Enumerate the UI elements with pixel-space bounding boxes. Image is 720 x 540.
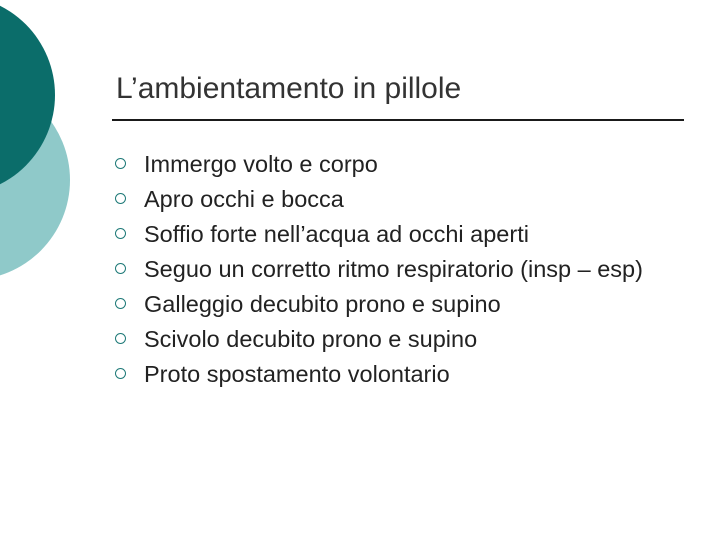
list-item <box>112 358 692 390</box>
list-item <box>112 183 692 215</box>
hollow-circle-icon <box>115 193 126 204</box>
bullet-text: Scivolo decubito prono e supino <box>144 326 478 352</box>
list-item <box>112 288 692 320</box>
hollow-circle-icon <box>115 158 126 169</box>
hollow-circle-icon <box>115 263 126 274</box>
hollow-circle-icon <box>115 333 126 344</box>
hollow-circle-icon <box>115 298 126 309</box>
list-item <box>112 323 692 355</box>
bullet-text: Seguo un corretto ritmo respiratorio (insp – esp) <box>144 256 643 282</box>
list-item <box>112 253 692 285</box>
bullet-text: Immergo volto e corpo <box>144 151 378 177</box>
list-item <box>112 218 692 250</box>
hollow-circle-icon <box>115 228 126 239</box>
hollow-circle-icon <box>115 368 126 379</box>
decorative-circles <box>0 0 110 300</box>
title-divider <box>112 119 684 121</box>
bullet-text: Galleggio decubito prono e supino <box>144 291 501 317</box>
slide-title: L’ambientamento in pillole <box>116 72 462 105</box>
bullet-text: Apro occhi e bocca <box>144 186 344 212</box>
list-item <box>112 148 692 180</box>
bullet-text: Soffio forte nell’acqua ad occhi aperti <box>144 221 529 247</box>
bullet-list <box>112 148 692 393</box>
decorative-circles-graphic <box>0 0 110 300</box>
bullet-text: Proto spostamento volontario <box>144 361 450 387</box>
